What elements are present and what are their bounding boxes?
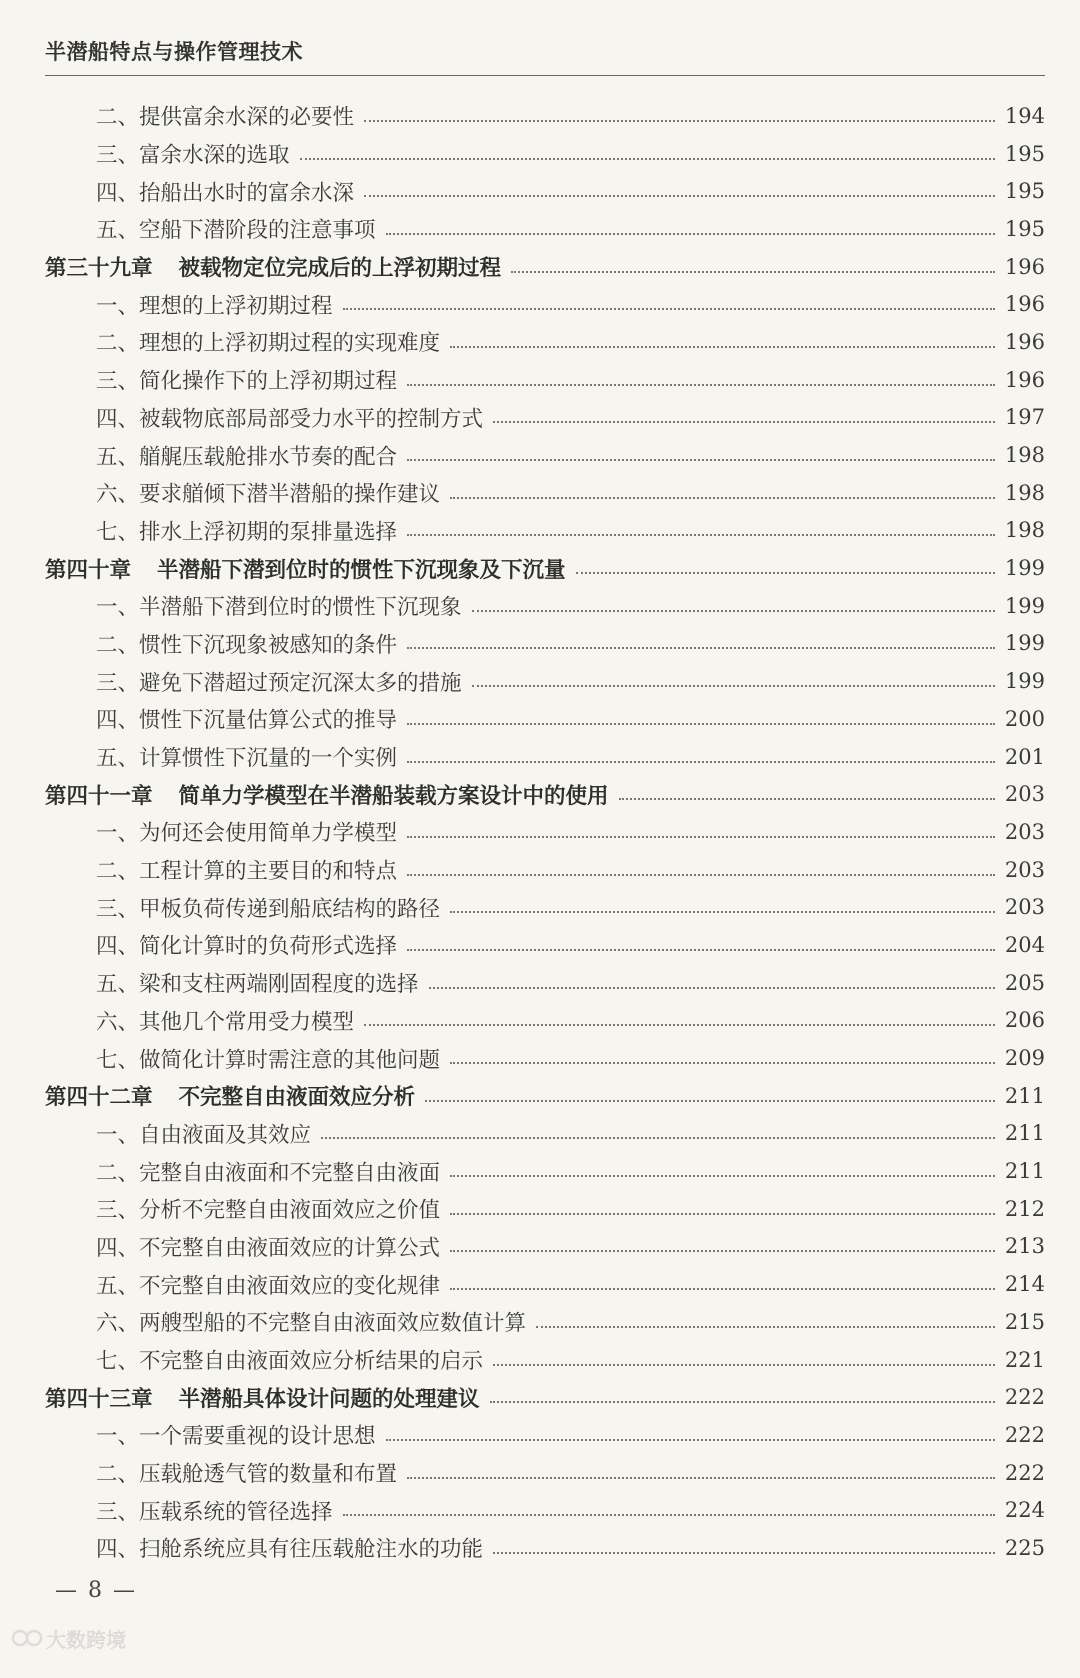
- toc-entry-title: 七、不完整自由液面效应分析结果的启示: [96, 1349, 484, 1375]
- toc-entry-title: 一、理想的上浮初期过程: [96, 293, 333, 319]
- toc-entry-title: 四、抬船出水时的富余水深: [96, 180, 355, 206]
- toc-page-number: 196: [1004, 292, 1045, 317]
- toc-chapter-entry: [0, 1378, 1080, 1416]
- toc-page-number: 195: [1004, 179, 1045, 204]
- toc-page-number: 211: [1004, 1121, 1045, 1146]
- toc-section-entry: [0, 738, 1080, 776]
- toc-page-number: 199: [1004, 593, 1045, 618]
- dot-leader: [343, 308, 995, 310]
- toc-chapter-number: 第四十三章: [45, 1386, 153, 1412]
- dot-leader: [386, 233, 995, 235]
- toc-section-entry: [0, 172, 1080, 210]
- toc-page-number: 198: [1004, 518, 1045, 543]
- toc-section-entry: [0, 1529, 1080, 1567]
- toc-page-number: 205: [1004, 970, 1045, 995]
- toc-section-entry: [0, 210, 1080, 248]
- dot-leader: [407, 949, 995, 951]
- toc-entry-title: 五、梁和支柱两端刚固程度的选择: [96, 972, 419, 998]
- toc-entry-title: 七、做简化计算时需注意的其他问题: [96, 1047, 441, 1073]
- dot-leader: [407, 1477, 995, 1479]
- dot-leader: [364, 120, 995, 122]
- toc-section-entry: [0, 1491, 1080, 1529]
- toc-entry-title: 二、提供富余水深的必要性: [96, 105, 355, 131]
- dot-leader: [321, 1137, 995, 1139]
- toc-entry-title: 一、一个需要重视的设计思想: [96, 1424, 376, 1450]
- toc-page-number: 211: [1004, 1083, 1045, 1108]
- running-header: 半潜船特点与操作管理技术: [45, 40, 303, 64]
- dot-leader: [511, 271, 995, 273]
- toc-entry-title: 二、压载舱透气管的数量和布置: [96, 1462, 398, 1488]
- toc-page-number: 196: [1004, 367, 1045, 392]
- toc-entry-title: 四、扫舱系统应具有往压载舱注水的功能: [96, 1537, 484, 1563]
- dot-leader: [472, 610, 995, 612]
- toc-entry-title: 被载物定位完成后的上浮初期过程: [178, 256, 502, 282]
- toc-page-number: 222: [1004, 1460, 1045, 1485]
- toc-entry-title: 三、分析不完整自由液面效应之价值: [96, 1198, 441, 1224]
- toc-page-number: 224: [1004, 1498, 1045, 1523]
- toc-section-entry: [0, 1416, 1080, 1454]
- dot-leader: [536, 1326, 995, 1328]
- toc-page-number: 203: [1004, 895, 1045, 920]
- toc-chapter-number: 第四十一章: [45, 783, 153, 809]
- toc-chapter-entry: [0, 549, 1080, 587]
- dot-leader: [425, 1100, 995, 1102]
- toc-entry-title: 半潜船下潜到位时的惯性下沉现象及下沉量: [157, 557, 566, 583]
- toc-page-number: 209: [1004, 1046, 1045, 1071]
- toc-page-number: 212: [1004, 1196, 1045, 1221]
- dot-leader: [343, 1514, 995, 1516]
- dot-leader: [450, 1062, 995, 1064]
- toc-section-entry: [0, 285, 1080, 323]
- toc-entry-title: 二、惯性下沉现象被感知的条件: [96, 632, 398, 658]
- dot-leader: [407, 534, 995, 536]
- dot-leader: [364, 1024, 995, 1026]
- toc-page-number: 199: [1004, 669, 1045, 694]
- dot-leader: [450, 497, 995, 499]
- dot-leader: [493, 421, 995, 423]
- toc-entry-title: 五、空船下潜阶段的注意事项: [96, 218, 376, 244]
- toc-page-number: 199: [1004, 631, 1045, 656]
- toc-chapter-entry: [0, 248, 1080, 286]
- toc-entry-title: 简单力学模型在半潜船装载方案设计中的使用: [178, 783, 609, 809]
- toc-chapter-number: 第三十九章: [45, 256, 153, 282]
- toc-entry-title: 四、被载物底部局部受力水平的控制方式: [96, 406, 484, 432]
- toc-section-entry: [0, 1228, 1080, 1266]
- toc-section-entry: [0, 587, 1080, 625]
- toc-page-number: 213: [1004, 1234, 1045, 1259]
- toc-entry-title: 四、惯性下沉量估算公式的推导: [96, 708, 398, 734]
- toc-section-entry: [0, 851, 1080, 889]
- page-number: — 8 —: [55, 1578, 137, 1603]
- toc-section-entry: [0, 625, 1080, 663]
- toc-entry-title: 五、艏艉压载舱排水节奏的配合: [96, 444, 398, 470]
- toc-page-number: 215: [1004, 1309, 1045, 1334]
- dot-leader: [407, 874, 995, 876]
- toc-entry-title: 不完整自由液面效应分析: [178, 1085, 416, 1111]
- toc-entry-title: 二、完整自由液面和不完整自由液面: [96, 1160, 441, 1186]
- toc-page-number: 203: [1004, 857, 1045, 882]
- toc-page-number: 196: [1004, 329, 1045, 354]
- toc-entry-title: 六、要求艏倾下潜半潜船的操作建议: [96, 482, 441, 508]
- toc-page-number: 211: [1004, 1159, 1045, 1184]
- dot-leader: [450, 1213, 995, 1215]
- dot-leader: [493, 1364, 995, 1366]
- toc-entry-title: 一、自由液面及其效应: [96, 1122, 312, 1148]
- toc-section-entry: [0, 1265, 1080, 1303]
- toc-page-number: 201: [1004, 744, 1045, 769]
- toc-entry-title: 一、为何还会使用简单力学模型: [96, 821, 398, 847]
- toc-entry-title: 四、简化计算时的负荷形式选择: [96, 934, 398, 960]
- toc-page-number: 195: [1004, 141, 1045, 166]
- toc-page-number: 197: [1004, 405, 1045, 430]
- toc-section-entry: [0, 399, 1080, 437]
- toc-section-entry: [0, 813, 1080, 851]
- dot-leader: [407, 836, 995, 838]
- toc-chapter-entry: [0, 1077, 1080, 1115]
- toc-page-number: 198: [1004, 443, 1045, 468]
- toc-page-number: 222: [1004, 1422, 1045, 1447]
- toc-section-entry: [0, 926, 1080, 964]
- toc-page-number: 203: [1004, 819, 1045, 844]
- toc-section-entry: [0, 1002, 1080, 1040]
- toc-entry-title: 四、不完整自由液面效应的计算公式: [96, 1235, 441, 1261]
- toc-page-number: 200: [1004, 706, 1045, 731]
- toc-entry-title: 五、不完整自由液面效应的变化规律: [96, 1273, 441, 1299]
- toc-page-number: 203: [1004, 782, 1045, 807]
- toc-page-number: 222: [1004, 1385, 1045, 1410]
- toc-page-number: 198: [1004, 480, 1045, 505]
- toc-entry-title: 三、富余水深的选取: [96, 143, 290, 169]
- toc-chapter-number: 第四十章: [45, 557, 132, 583]
- dot-leader: [472, 685, 995, 687]
- toc-section-entry: [0, 662, 1080, 700]
- toc-entry-title: 六、其他几个常用受力模型: [96, 1009, 355, 1035]
- toc-entry-title: 二、工程计算的主要目的和特点: [96, 859, 398, 885]
- toc-entry-title: 五、计算惯性下沉量的一个实例: [96, 746, 398, 772]
- dot-leader: [407, 647, 995, 649]
- header-rule: [45, 75, 1045, 76]
- dot-leader: [300, 158, 995, 160]
- toc-section-entry: [0, 97, 1080, 135]
- toc-section-entry: [0, 474, 1080, 512]
- dot-leader: [576, 572, 995, 574]
- dot-leader: [450, 1288, 995, 1290]
- toc-entry-title: 六、两艘型船的不完整自由液面效应数值计算: [96, 1311, 527, 1337]
- toc-section-entry: [0, 323, 1080, 361]
- dot-leader: [407, 459, 995, 461]
- toc-section-entry: [0, 135, 1080, 173]
- toc-entry-title: 三、避免下潜超过预定沉深太多的措施: [96, 670, 462, 696]
- dot-leader: [493, 1552, 995, 1554]
- toc-section-entry: [0, 1341, 1080, 1379]
- toc-section-entry: [0, 1303, 1080, 1341]
- dot-leader: [450, 911, 995, 913]
- toc-page-number: 214: [1004, 1272, 1045, 1297]
- dot-leader: [386, 1439, 995, 1441]
- watermark-text: 大数跨境: [46, 1628, 126, 1652]
- toc-page-number: 225: [1004, 1535, 1045, 1560]
- toc-section-entry: [0, 436, 1080, 474]
- toc-page-number: 194: [1004, 103, 1045, 128]
- toc-chapter-number: 第四十二章: [45, 1085, 153, 1111]
- dot-leader: [619, 798, 995, 800]
- toc-section-entry: [0, 964, 1080, 1002]
- toc-page-number: 204: [1004, 932, 1045, 957]
- toc-entry-title: 三、压载系统的管径选择: [96, 1499, 333, 1525]
- toc-entry-title: 三、简化操作下的上浮初期过程: [96, 369, 398, 395]
- toc-section-entry: [0, 700, 1080, 738]
- toc-entry-title: 一、半潜船下潜到位时的惯性下沉现象: [96, 595, 462, 621]
- toc-page-number: 196: [1004, 254, 1045, 279]
- dot-leader: [364, 195, 995, 197]
- toc-page-number: 195: [1004, 216, 1045, 241]
- toc-page-number: 221: [1004, 1347, 1045, 1372]
- toc-section-entry: [0, 1039, 1080, 1077]
- toc-page-number: 199: [1004, 556, 1045, 581]
- toc-entry-title: 七、排水上浮初期的泵排量选择: [96, 519, 398, 545]
- table-of-contents: [0, 97, 1080, 1567]
- toc-section-entry: [0, 1152, 1080, 1190]
- toc-section-entry: [0, 888, 1080, 926]
- dot-leader: [407, 384, 995, 386]
- watermark-logo: [8, 1620, 148, 1660]
- dot-leader: [407, 761, 995, 763]
- dot-leader: [407, 723, 995, 725]
- toc-entry-title: 三、甲板负荷传递到船底结构的路径: [96, 896, 441, 922]
- dot-leader: [450, 1175, 995, 1177]
- dot-leader: [429, 987, 995, 989]
- dot-leader: [490, 1401, 995, 1403]
- toc-section-entry: [0, 361, 1080, 399]
- toc-section-entry: [0, 512, 1080, 550]
- toc-entry-title: 二、理想的上浮初期过程的实现难度: [96, 331, 441, 357]
- toc-section-entry: [0, 1115, 1080, 1153]
- toc-entry-title: 半潜船具体设计问题的处理建议: [178, 1386, 480, 1412]
- toc-section-entry: [0, 1190, 1080, 1228]
- dot-leader: [450, 1250, 995, 1252]
- toc-chapter-entry: [0, 775, 1080, 813]
- dot-leader: [450, 346, 995, 348]
- toc-section-entry: [0, 1454, 1080, 1492]
- toc-page-number: 206: [1004, 1008, 1045, 1033]
